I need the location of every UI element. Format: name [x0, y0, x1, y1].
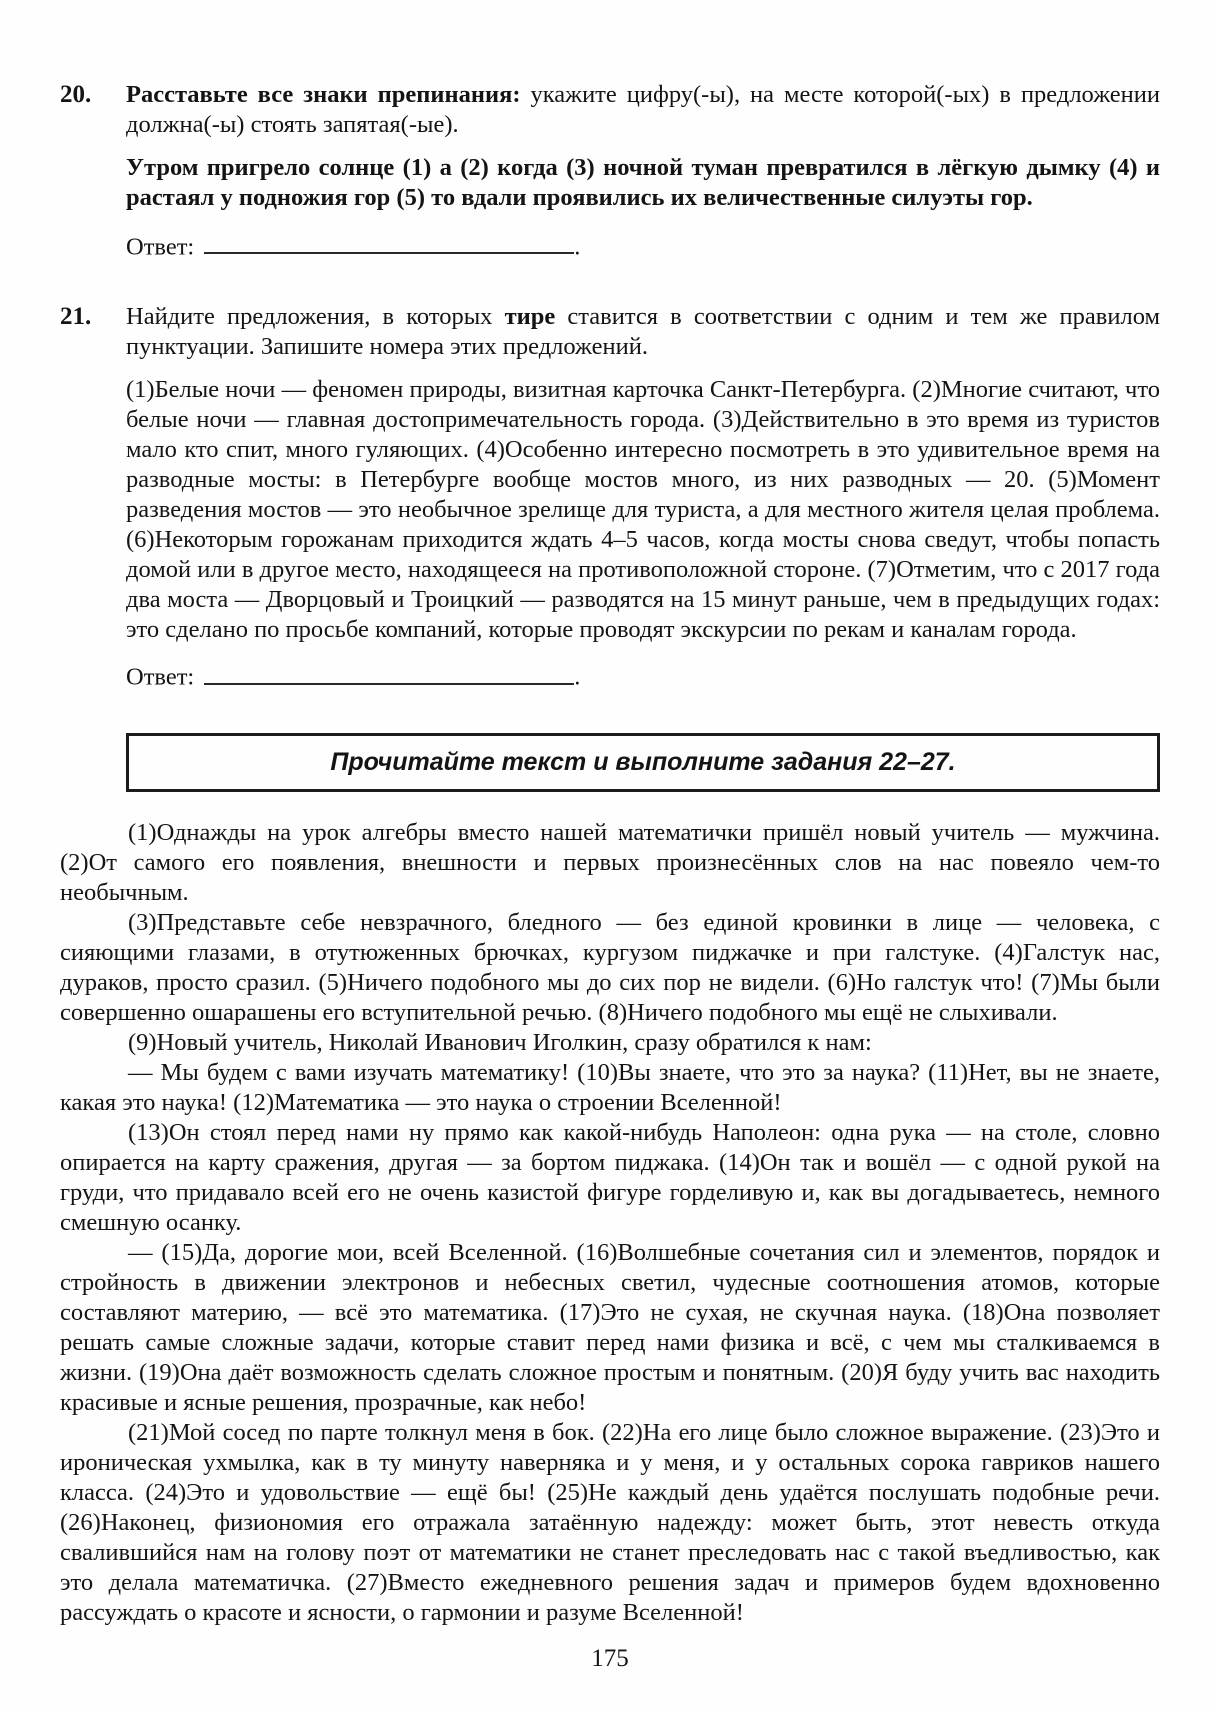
task-21	[60, 302, 1160, 692]
task-20-instruction	[126, 80, 1160, 140]
task-21-text: (1)Белые ночи — феномен природы, визитная карточка Санкт-Петербурга. (2)Многие считают, что белые ночи — главная достопримечательность города. (3)Действительно в это время из туристов мало кто спит, много гуляющих. (4)Особенно интересно посмотреть в это удивительное время на разводные мосты: в Петербурге вообще мостов много, из них разводных — 20. (5)Момент разведения мостов — это необычное зрелище для туриста, а для местного жителя целая проблема. (6)Некоторым горожанам приходится ждать 4–5 часов, когда мосты снова сведут, чтобы попасть домой или в другое место, находящееся на противоположной стороне. (7)Отметим, что с 2017 года два моста — Дворцовый и Троицкий — разводятся на 15 минут раньше, чем в предыдущих годах: это сделано по просьбе компаний, которые проводят экскурсии по рекам и каналам города.	[126, 376, 1160, 644]
task-21-answer-line	[126, 659, 1160, 692]
passage-paragraph: (3)Представьте себе невзрачного, бледного — без единой кровинки в лице — человека, с сияющими глазами, в отутюженных брючках, кургузом пиджачке и при галстуке. (4)Галстук нас, дураков, просто сразил. (5)Ничего подобного мы до сих пор не видели. (6)Но галстук что! (7)Мы были совершенно ошарашены его вступительной речью. (8)Ничего подобного мы ещё не слыхивали.	[60, 908, 1160, 1026]
task-20-number: 20.	[60, 81, 92, 108]
task-20-instruction-bold: Расставьте все знаки препинания:	[126, 81, 521, 108]
task-21-answer-blank	[204, 659, 574, 684]
task-21-answer-label: Ответ:	[126, 663, 195, 691]
task-20-answer-label: Ответ:	[126, 233, 195, 261]
task-20-answer-line	[126, 229, 1160, 262]
task-21-number: 21.	[60, 303, 92, 331]
passage-paragraph: — Мы будем с вами изучать математику! (10)Вы знаете, что это за наука? (11)Нет, вы не знаете, какая это наука! (12)Математика — это наука о строении Вселенной!	[60, 1058, 1160, 1116]
task-21-answer-period: .	[574, 663, 581, 691]
task-21-instruction-bold: тире	[504, 303, 556, 331]
task-20-instruction-rest: укажите цифру(-ы), на месте которой(-ых) в предложении должна(-ы) стоять запятая(-ые).	[126, 81, 1161, 138]
page-number: 175	[591, 1644, 629, 1672]
task-20-answer-period: .	[574, 233, 581, 261]
reading-passage	[60, 818, 1160, 1628]
task-20	[60, 80, 1160, 262]
task-21-instruction-pre: Найдите предложения, в которых	[126, 303, 505, 331]
reading-instructions-box: Прочитайте текст и выполните задания 22–27.	[126, 733, 1160, 792]
task-20-answer-blank	[204, 229, 574, 254]
task-21-instruction	[126, 302, 1160, 362]
task-20-sentence: Утром пригрело солнце (1) а (2) когда (3) ночной туман превратился в лёгкую дымку (4) и растаял у подножия гор (5) то вдали проявились их величественные силуэты гор.	[126, 154, 1160, 211]
passage-paragraph: (9)Новый учитель, Николай Иванович Иголкин, сразу обратился к нам:	[128, 1028, 872, 1056]
passage-paragraph: — (15)Да, дорогие мои, всей Вселенной. (16)Волшебные сочетания сил и элементов, порядок и стройность в движении электронов и небесных светил, чудесные соотношения атомов, которые составляют материю, — всё это математика. (17)Это не сухая, не скучная наука. (18)Она позволяет решать самые сложные задачи, которые ставит перед нами физика и всё, с чем мы сталкиваемся в жизни. (19)Она даёт возможность сделать сложное простым и понятным. (20)Я буду учить вас находить красивые и ясные решения, прозрачные, как небо!	[60, 1238, 1160, 1416]
passage-paragraph: (21)Мой сосед по парте толкнул меня в бок. (22)На его лице было сложное выражение. (23)Это и ироническая ухмылка, как в ту минуту наверняка и у меня, и у остальных сорока гавриков нашего класса. (24)Это и удовольствие — ещё бы! (25)Не каждый день удаётся послушать подобные речи. (26)Наконец, физиономия его отражала затаённую надежду: может быть, этот невесть откуда свалившийся нам на голову поэт от математики не станет преследовать нас с такой въедливостью, как это делала математичка. (27)Вместо ежедневного решения задач и примеров будем вдохновенно рассуждать о красоте и ясности, о гармонии и разуме Вселенной!	[60, 1418, 1160, 1626]
task-21-instruction-post: ставится в соответствии с одним и тем же правилом пунктуации. Запишите номера этих предложений.	[126, 303, 1160, 361]
passage-paragraph: (13)Он стоял перед нами ну прямо как какой-нибудь Наполеон: одна рука — на столе, словно опирается на карту сражения, другая — за бортом пиджака. (14)Он так и вошёл — с одной рукой на груди, что придавало всей его не очень казистой фигуре горделивую и, как вы догадываетесь, немного смешную осанку.	[60, 1118, 1160, 1236]
passage-paragraph: (1)Однажды на урок алгебры вместо нашей математички пришёл новый учитель — мужчина. (2)От самого его появления, внешности и первых произнесённых слов на нас повеяло чем-то необычным.	[60, 818, 1160, 906]
